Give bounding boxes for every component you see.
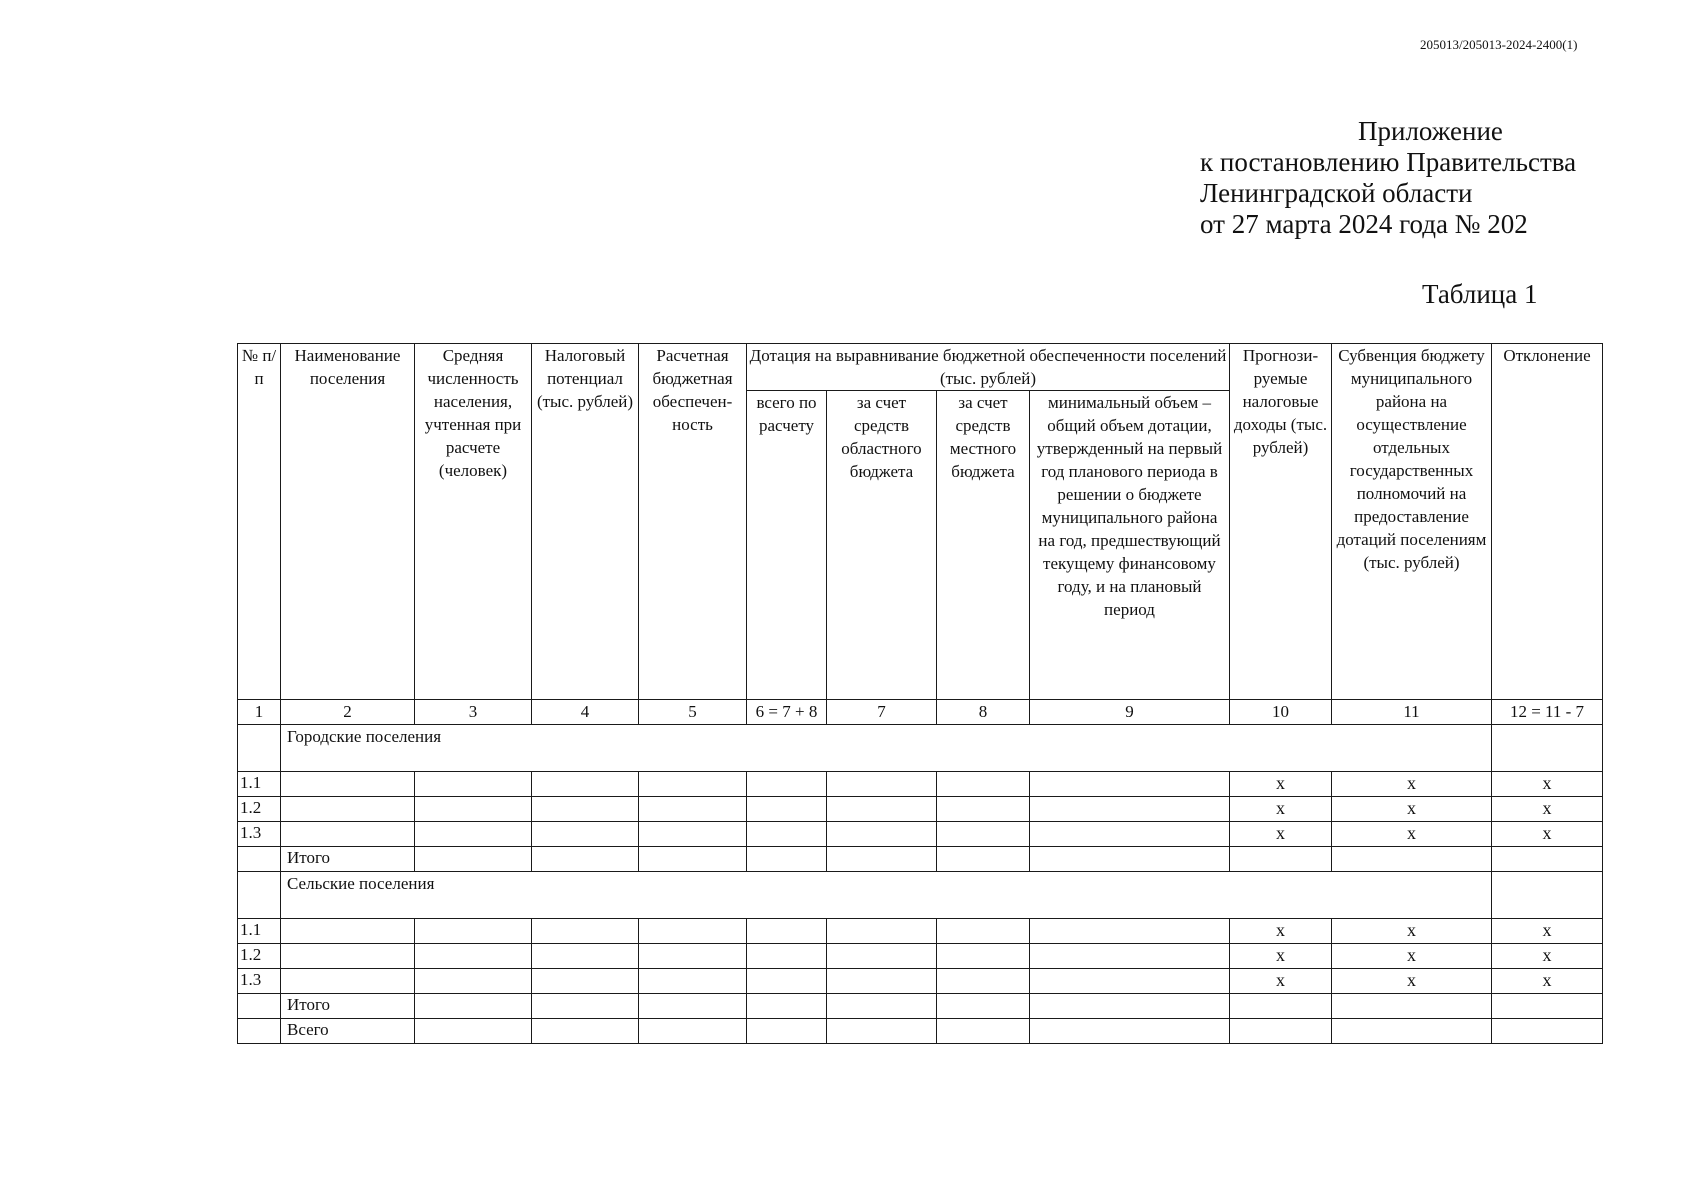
cell-x: x [1332,919,1492,944]
colnum-8: 8 [937,700,1030,725]
colnum-9: 9 [1030,700,1230,725]
group-header-urban [238,725,1603,772]
row-index: 1.2 [238,944,281,969]
appendix-title: Приложение [1358,116,1503,146]
header-dot-total: всего по расчету [747,391,827,700]
table-row [238,919,1603,944]
colnum-4: 4 [532,700,639,725]
table-row [238,797,1603,822]
group-header-rural [238,872,1603,919]
header-forecast: Прогнози-руемые налоговые доходы (тыс. рублей) [1230,344,1332,700]
subtotal-row [238,847,1603,872]
cell-x: x [1332,944,1492,969]
table-row [238,772,1603,797]
header-row-top [238,344,1603,391]
cell-x: x [1230,822,1332,847]
grand-total-label: Всего [281,1019,415,1044]
header-subvention: Субвенция бюджету муниципального района на осуществление отдельных государственных полномочий на предоставление дотаций поселениям (тыс. рублей) [1332,344,1492,700]
cell-x: x [1492,919,1603,944]
colnum-3: 3 [415,700,532,725]
cell-x: x [1230,797,1332,822]
header-population: Средняя численность населения, учтенная при расчете (человек) [415,344,532,700]
appendix-line-3: Ленинградской области [1200,178,1473,208]
row-index: 1.1 [238,919,281,944]
colnum-10: 10 [1230,700,1332,725]
cell-x: x [1332,772,1492,797]
header-budget-provision: Расчетная бюджетная обеспечен-ность [639,344,747,700]
colnum-2: 2 [281,700,415,725]
appendix-header [1200,116,1576,240]
cell-x: x [1492,969,1603,994]
colnum-7: 7 [827,700,937,725]
colnum-1: 1 [238,700,281,725]
subtotal-label: Итого [281,994,415,1019]
document-id: 205013/205013-2024-2400(1) [1420,37,1578,52]
row-index: 1.1 [238,772,281,797]
row-index: 1.3 [238,822,281,847]
group-title: Сельские поселения [281,872,1492,919]
row-index: 1.3 [238,969,281,994]
colnum-11: 11 [1332,700,1492,725]
cell-x: x [1332,969,1492,994]
header-dot-regional: за счет средств областного бюджета [827,391,937,700]
table-label: Таблица 1 [1422,279,1538,309]
subtotal-row [238,994,1603,1019]
cell-x: x [1492,772,1603,797]
header-name: Наименование поселения [281,344,415,700]
cell-x: x [1492,797,1603,822]
table-row [238,969,1603,994]
cell-x: x [1230,969,1332,994]
appendix-line-4: от 27 марта 2024 года № 202 [1200,209,1528,239]
cell-x: x [1230,772,1332,797]
cell-x: x [1492,822,1603,847]
dotation-table [237,343,1603,1044]
table-row [238,944,1603,969]
row-index: 1.2 [238,797,281,822]
grand-total-row [238,1019,1603,1044]
header-num: № п/п [238,344,281,700]
group-title: Городские поселения [281,725,1492,772]
header-dot-local: за счет средств местного бюджета [937,391,1030,700]
cell-x: x [1230,919,1332,944]
colnum-5: 5 [639,700,747,725]
table-row [238,822,1603,847]
header-deviation: Отклонение [1492,344,1603,700]
colnum-6: 6 = 7 + 8 [747,700,827,725]
column-number-row [238,700,1603,725]
cell-x: x [1230,944,1332,969]
header-tax-potential: Налоговый потенциал (тыс. рублей) [532,344,639,700]
header-dot-min: минимальный объем – общий объем дотации, утвержденный на первый год планового периода в решении о бюджете муниципального района на год, предшествующий текущему финансовому году, и на плановый период [1030,391,1230,700]
subtotal-label: Итого [281,847,415,872]
cell-x: x [1332,797,1492,822]
appendix-line-2: к постановлению Правительства [1200,147,1577,177]
cell-x: x [1492,944,1603,969]
header-dotation-group: Дотация на выравнивание бюджетной обеспеченности поселений (тыс. рублей) [747,344,1230,391]
colnum-12: 12 = 11 - 7 [1492,700,1603,725]
cell-x: x [1332,822,1492,847]
